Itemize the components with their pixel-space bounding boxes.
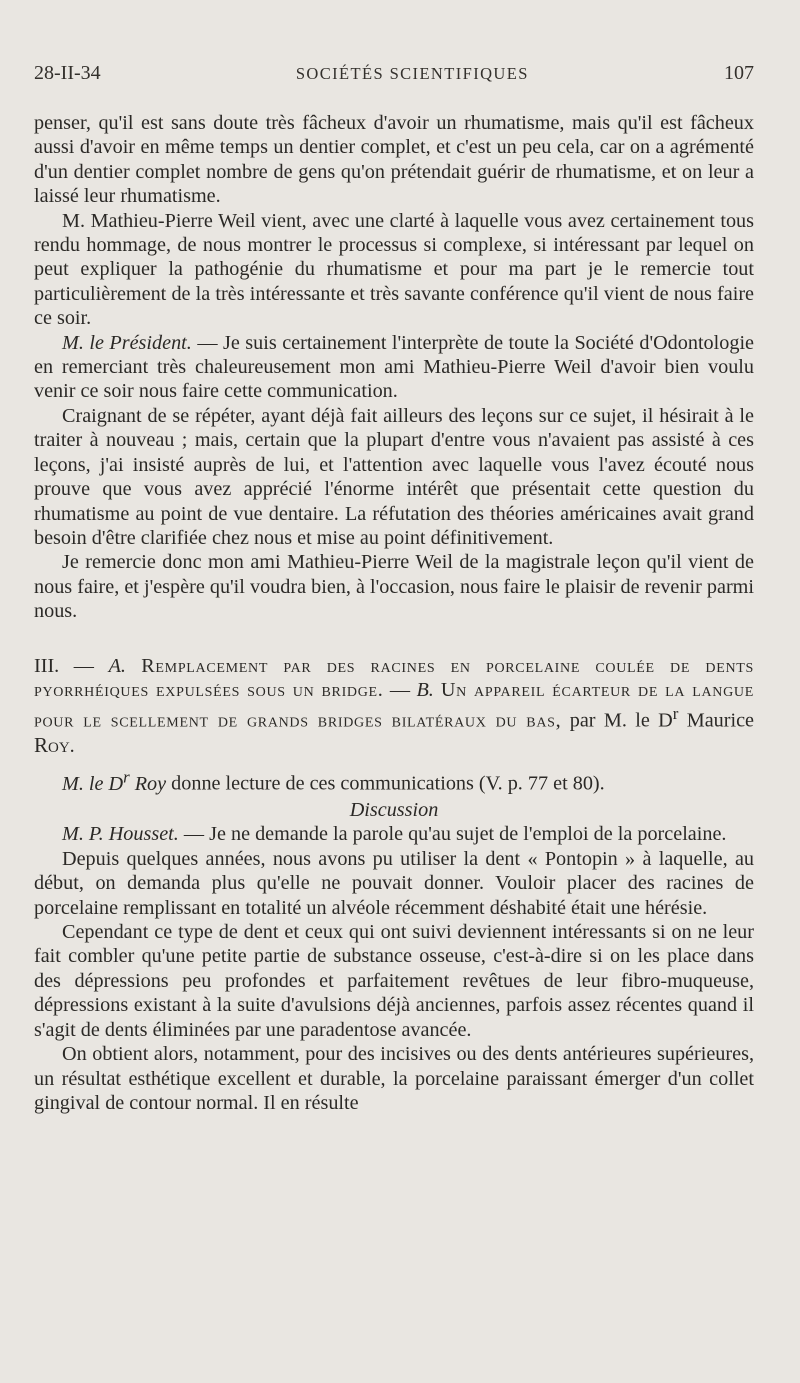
header-title: SOCIÉTÉS SCIENTIFIQUES: [295, 64, 529, 83]
discussion-heading: Discussion: [349, 799, 439, 822]
section-sup: r: [672, 704, 679, 724]
section-author: Maurice: [678, 710, 754, 733]
reading-speaker-2: Roy: [129, 772, 167, 795]
paragraph-5: Je remercie donc mon ami Mathieu-Pierre Weil de la magistrale leçon qu'il vient de nous faire, et j'espère qu'il voudra bien, à l'occasion, nous faire le plaisir de revenir parmi nous.: [34, 551, 754, 623]
dash: —: [178, 823, 210, 846]
paragraph-6: [34, 822, 754, 846]
reading-speaker: M. le D: [62, 772, 124, 795]
paragraph-8: Cependant ce type de dent et ceux qui ont suivi deviennent intéressants si on ne leur fait combler qu'une petite partie de substance osseuse, c'est-à-dire si on les place dans des dépressions peu profondes et parfaitement revêtues de leur fibro-muqueuse, dépressions existant à la suite d'avulsions déjà anciennes, parfois assez récentes quand il s'agit de dents éliminées par une paradentose avancée.: [34, 921, 754, 1041]
paragraph-3: [34, 331, 754, 404]
page-number: 107: [723, 62, 754, 84]
section-heading-iii: [34, 654, 754, 759]
speaker-housset: M. P. Housset.: [62, 823, 179, 846]
section-title-a: Remplacement par des racines en porcelaine coulée de dents pyorrhéiques expulsées sous un bridge.: [34, 654, 755, 701]
body-text: [34, 111, 754, 1115]
paragraph-4: Craignant de se répéter, ayant déjà fait ailleurs des leçons sur ce sujet, il hésirait à le traiter à nouveau ; mais, certain que la plupart d'entre vous n'avaient pas assisté à ces leçons, j'ai insisté auprès de lui, et l'attention avec laquelle vous l'avez écouté nous prouve que vous avez apprécié l'énorme intérêt que présentait cette question du rhumatisme au point de vue dentaire. La réfutation des théories américaines avait grand besoin d'être clarifiée chez nous et mise au point définitivement.: [34, 404, 754, 549]
dash: —: [59, 654, 109, 677]
paragraph-1: penser, qu'il est sans doute très fâcheux d'avoir un rhumatisme, mais qu'il est fâcheux aussi d'avoir en même temps un dentier complet, et c'est un peu cela, car on a agrémenté d'un dentier complet nombre de gens qu'on prétendait guérir de rhumatisme, et on leur a laissé leur rhumatisme.: [34, 112, 754, 208]
running-header: [34, 62, 754, 85]
section-label-a: A.: [108, 654, 126, 677]
reading-text: donne lecture de ces communications (V. p. 77 et 80).: [166, 772, 605, 795]
section-label-b: B.: [416, 678, 434, 701]
paragraph-9: On obtient alors, notamment, pour des incisives ou des dents antérieures supérieures, un résultat esthétique excellent et durable, la porcelaine paraissant émerger d'un collet gingival de contour normal. Il en résulte: [34, 1043, 754, 1114]
paragraph-7: Depuis quelques années, nous avons pu utiliser la dent « Pontopin » à laquelle, au début, on demanda plus qu'elle ne pouvait donner. Vouloir placer des racines de porcelaine remplissant en totalité un alvéole récemment déshabité était une hérésie.: [34, 847, 754, 919]
speaker-president: M. le Président.: [62, 331, 192, 354]
reading-line: [34, 765, 754, 796]
dash: —: [191, 331, 223, 354]
section-end: .: [69, 735, 75, 758]
paragraph-3-text: Je suis certainement l'interprète de toute la Société d'Odontologie en remerciant très chaleureusement mon ami Mathieu-Pierre Weil d'avoir bien voulu venir ce soir nous faire cette communication.: [34, 331, 755, 403]
section-author-sc: Roy: [34, 733, 70, 758]
header-date: 28-II-34: [34, 62, 101, 84]
section-numeral: III.: [34, 654, 60, 677]
section-by: par M. le D: [561, 710, 673, 733]
paragraph-6-text: Je ne demande la parole qu'au sujet de l'emploi de la porcelaine.: [209, 823, 727, 846]
paragraph-2: M. Mathieu-Pierre Weil vient, avec une clarté à laquelle vous avez certainement tous rendu hommage, de nous montrer le processus si complexe, si intéressant par lequel on peut expliquer la pathogénie du rhumatisme et pour ma part je le remercie tout particulièrement de la très intéressante et très savante conférence qu'il vient de nous faire ce soir.: [34, 209, 754, 330]
section-title-b: Un appareil écarteur de la langue pour le scellement de grands bridges bilatéraux du bas,: [34, 678, 754, 733]
reading-sup: r: [123, 766, 130, 786]
speaker-roy: [62, 766, 167, 795]
dash: —: [383, 678, 417, 701]
